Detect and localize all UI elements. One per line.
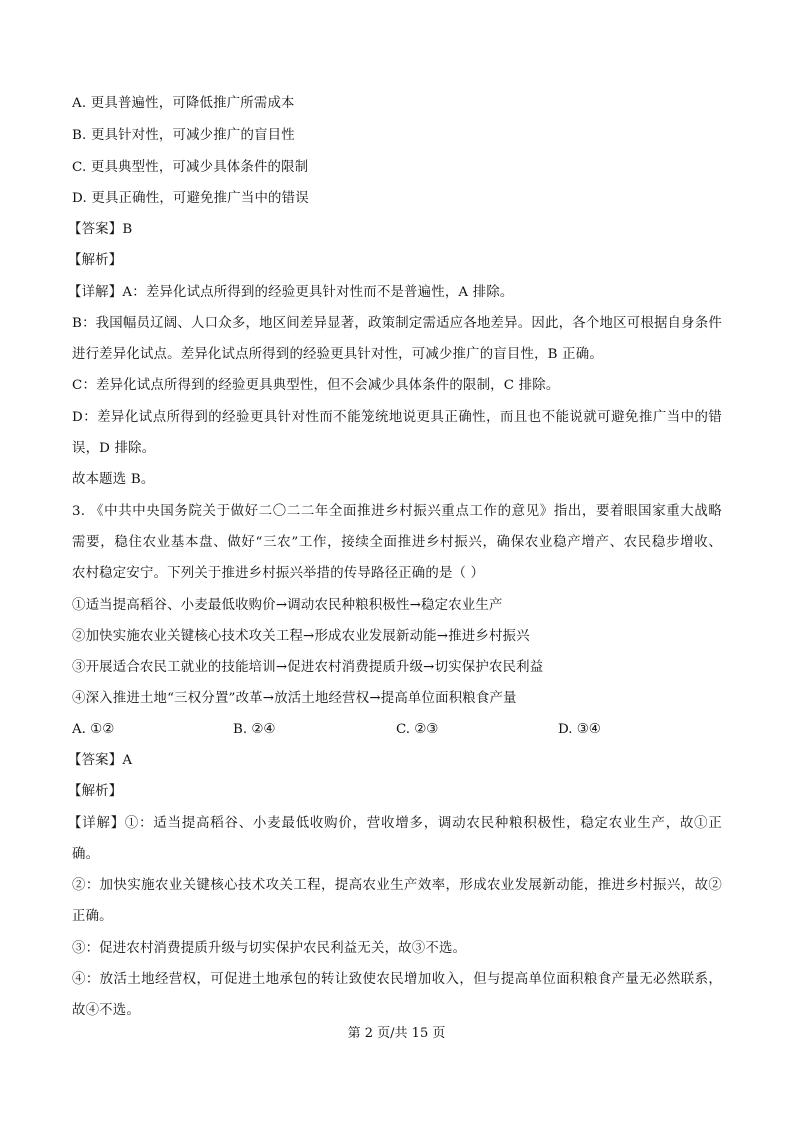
detail-q3-line4: 正确。 — [72, 909, 113, 924]
q3-item-4: ④深入推进土地“三权分置”改革→放活土地经营权→提高单位面积粮食产量 — [72, 691, 517, 706]
detail-q3-line3: ②：加快实施农业关键核心技术攻关工程，提高农业生产效率，形成农业发展新动能，推进乡村振兴，故② — [72, 878, 722, 893]
detail-q2-line2: B：我国幅员辽阔、人口众多，地区间差异显著，政策制定需适应各地差异。因此，各个地区可根据自身条件 — [72, 316, 722, 331]
answer-q2: 【答案】B — [68, 222, 133, 237]
q3-item-1: ①适当提高稻谷、小麦最低收购价→调动农民种粮积极性→稳定农业生产 — [72, 598, 503, 613]
q3-option-a: A. ①② — [72, 722, 115, 737]
option-a: A. 更具普遍性，可降低推广所需成本 — [72, 96, 295, 111]
detail-q2-line7: 故本题选 B。 — [72, 472, 155, 487]
detail-q2-line4: C：差异化试点所得到的经验更具典型性，但不会减少具体条件的限制，C 排除。 — [72, 378, 560, 393]
q3-stem-line1: 3. 《中共中央国务院关于做好二〇二二年全面推进乡村振兴重点工作的意见》指出，要着眼国家重大战略 — [72, 504, 722, 519]
q3-item-3: ③开展适合农民工就业的技能培训→促进农村消费提质升级→切实保护农民利益 — [72, 660, 544, 675]
q3-item-2: ②加快实施农业关键核心技术攻关工程→形成农业发展新动能→推进乡村振兴 — [72, 629, 530, 644]
detail-q3-line5: ③：促进农村消费提质升级与切实保护农民利益无关，故③不选。 — [72, 941, 467, 956]
answer-q3: 【答案】A — [68, 753, 133, 768]
option-b: B. 更具针对性，可减少推广的盲目性 — [72, 128, 295, 143]
detail-q2-line6: 误，D 排除。 — [72, 441, 156, 456]
option-c: C. 更具典型性，可减少具体条件的限制 — [72, 160, 309, 175]
detail-q3-line1: 【详解】①：适当提高稻谷、小麦最低收购价，营收增多，调动农民种粮积极性，稳定农业生产，故①正 — [68, 816, 722, 831]
q3-stem-line2: 需要，稳住农业基本盘、做好“三农”工作，接续全面推进乡村振兴，确保农业稳产增产、农民稳步增收、 — [72, 535, 722, 550]
q3-option-b: B. ②④ — [233, 722, 276, 737]
detail-q2-line1: 【详解】A：差异化试点所得到的经验更具针对性而不是普遍性，A 排除。 — [68, 285, 514, 300]
detail-q3-line2: 确。 — [72, 847, 100, 862]
analysis-label-q3: 【解析】 — [68, 784, 123, 799]
q3-option-c: C. ②③ — [396, 722, 439, 737]
detail-q3-line7: 故④不选。 — [72, 1003, 140, 1018]
q3-option-d: D. ③④ — [558, 722, 601, 737]
analysis-label-q2: 【解析】 — [68, 253, 123, 268]
q3-stem-line3: 农村稳定安宁。下列关于推进乡村振兴举措的传导路径正确的是（ ） — [72, 566, 485, 581]
option-d: D. 更具正确性，可避免推广当中的错误 — [72, 191, 309, 206]
detail-q2-line3: 进行差异化试点。差异化试点所得到的经验更具针对性，可减少推广的盲目性，B 正确。 — [72, 347, 603, 362]
detail-q3-line6: ④：放活土地经营权，可促进土地承包的转让致使农民增加收入，但与提高单位面积粮食产量无必然联系， — [72, 972, 722, 987]
detail-q2-line5: D：差异化试点所得到的经验更具针对性而不能笼统地说更具正确性，而且也不能说就可避免推广当中的错 — [72, 410, 722, 425]
page-footer: 第 2 页/共 15 页 — [347, 1026, 446, 1041]
